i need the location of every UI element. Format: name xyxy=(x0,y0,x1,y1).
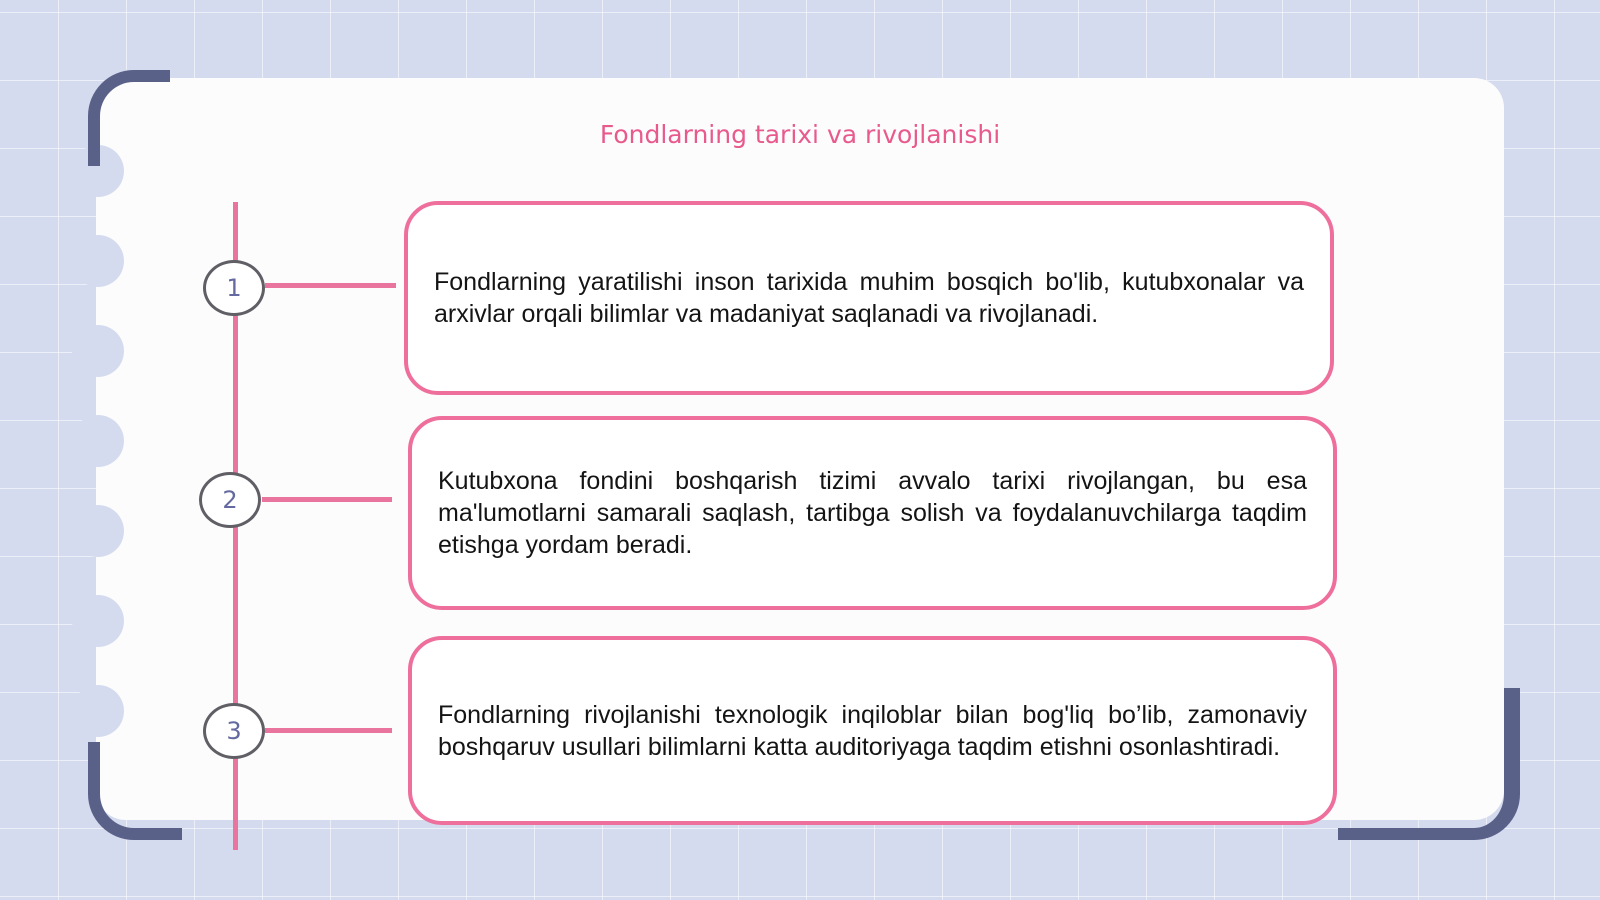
timeline-connector-1 xyxy=(265,283,396,288)
card-edge-scallop xyxy=(72,415,124,467)
timeline-connector-3 xyxy=(265,728,392,733)
card-edge-scallop xyxy=(72,235,124,287)
card-edge-scallop xyxy=(72,325,124,377)
step-number-badge: 2 xyxy=(199,472,261,528)
step-card-2 xyxy=(408,416,1337,610)
slide-title: Fondlarning tarixi va rivojlanishi xyxy=(599,120,1001,149)
step-card-3 xyxy=(408,636,1337,825)
timeline-connector-2 xyxy=(262,497,392,502)
card-edge-scallop xyxy=(72,505,124,557)
card-edge-scallop xyxy=(72,595,124,647)
step-number-badge: 1 xyxy=(203,260,265,316)
step-description: Fondlarning rivojlanishi texnologik inqiloblar bilan bog'liq bo’lib, zamonaviy boshqaruv usullari bilimlarni katta auditoriyaga taqdim etishni osonlashtiradi. xyxy=(438,700,1307,761)
step-card-1 xyxy=(404,201,1334,395)
frame-corner-top-left xyxy=(88,70,170,166)
step-description: Kutubxona fondini boshqarish tizimi avvalo tarixi rivojlangan, bu esa ma'lumotlarni samarali saqlash, tartibga solish va foydalanuvchilarga taqdim etishga yordam beradi. xyxy=(438,467,1307,559)
step-number-badge: 3 xyxy=(203,703,265,759)
frame-corner-bottom-right xyxy=(1338,688,1520,840)
step-description: Fondlarning yaratilishi inson tarixida muhim bosqich bo'lib, kutubxonalar va arxivlar orqali bilimlar va madaniyat saqlanadi va rivojlanadi. xyxy=(434,268,1304,328)
card-edge-scallop xyxy=(72,685,124,737)
frame-corner-bottom-left xyxy=(88,742,182,840)
